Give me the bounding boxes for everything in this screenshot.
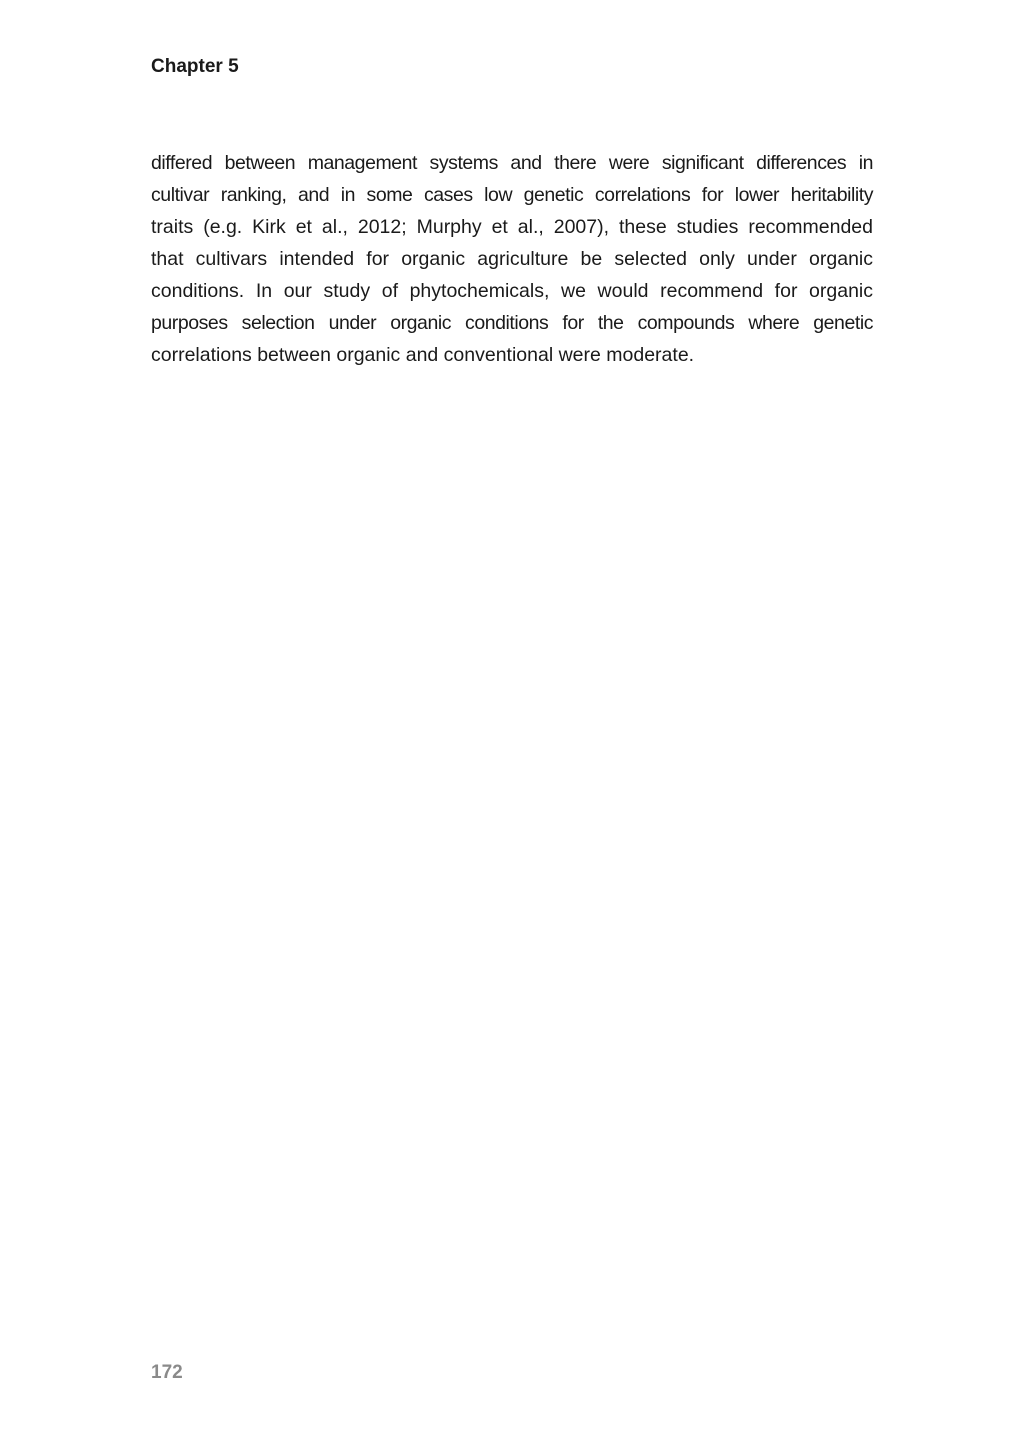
- paragraph-line: differed between management systems and there were significant differences in: [151, 152, 873, 174]
- paragraph-line: traits (e.g. Kirk et al., 2012; Murphy et al., 2007), these studies recommended: [151, 216, 873, 238]
- paragraph-line: conditions. In our study of phytochemicals, we would recommend for organic: [151, 280, 873, 302]
- paragraph-line: cultivar ranking, and in some cases low genetic correlations for lower heritability: [151, 184, 873, 206]
- paragraph-line: that cultivars intended for organic agriculture be selected only under organic: [151, 248, 873, 270]
- body-paragraph: [151, 147, 873, 371]
- paragraph-line: correlations between organic and conventional were moderate.: [151, 344, 695, 366]
- running-header-chapter: Chapter 5: [151, 56, 239, 77]
- paragraph-line: purposes selection under organic conditions for the compounds where genetic: [151, 312, 873, 334]
- page-number: 172: [151, 1362, 183, 1383]
